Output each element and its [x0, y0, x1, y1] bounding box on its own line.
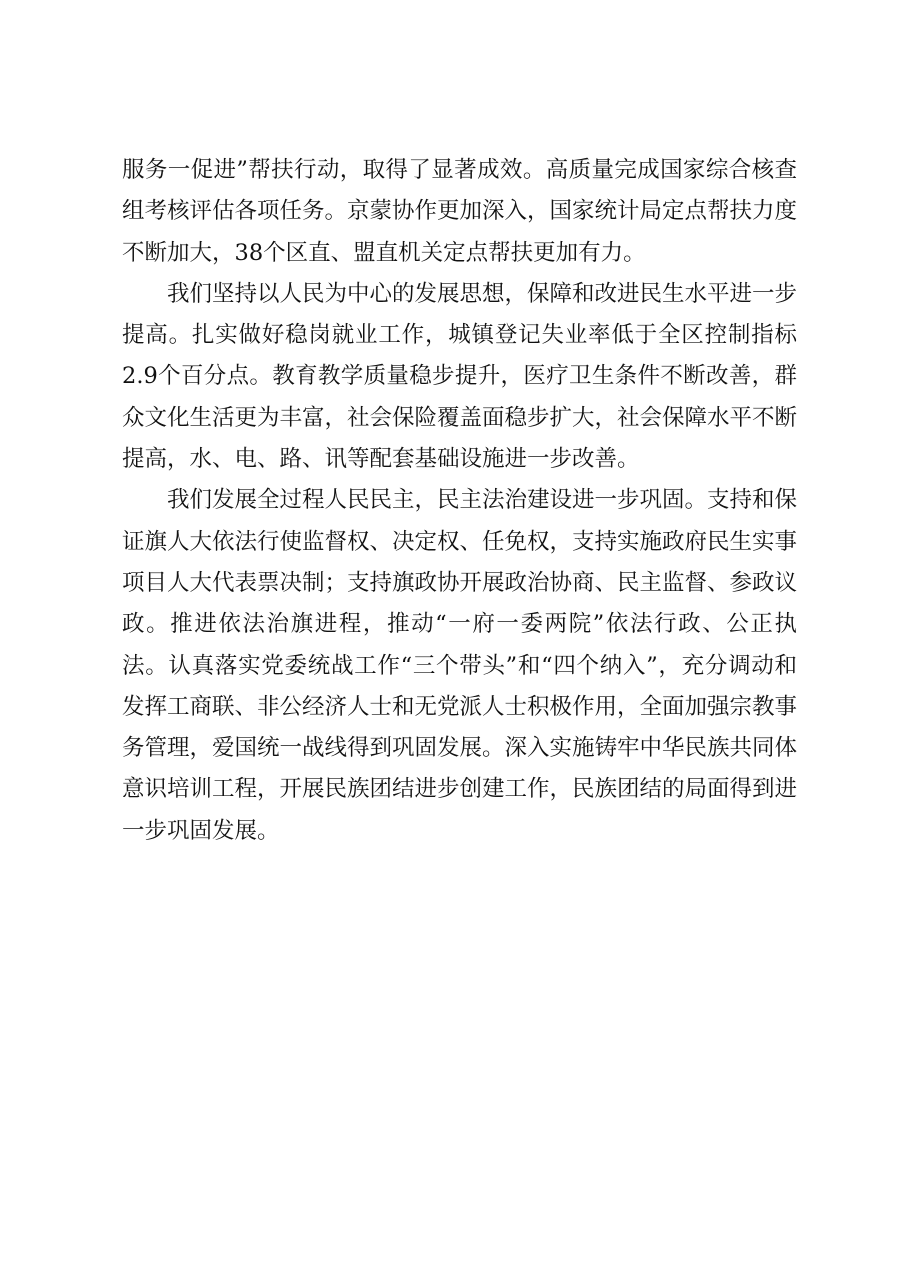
paragraph-livelihood: 我们坚持以人民为中心的发展思想，保障和改进民生水平进一步提高。扎实做好稳岗就业工作，城镇登记失业率低于全区控制指标2.9个百分点。教育教学质量稳步提升，医疗卫生条件不断改善，群众文化生活更为丰富，社会保险覆盖面稳步扩大，社会保障水平不断提高，水、电、路、讯等配套基础设施进一步改善。: [122, 280, 798, 473]
paragraph-democracy: 我们发展全过程人民民主，民主法治建设进一步巩固。支持和保证旗人大依法行使监督权、决定权、任免权，支持实施政府民生实事项目人大代表票决制；支持旗政协开展政治协商、民主监督、参政议政。推进依法治旗进程，推动“一府一委两院”依法行政、公正执法。认真落实党委统战工作“三个带头”和“四个纳入”，充分调动和发挥工商联、非公经济人士和无党派人士积极作用，全面加强宗教事务管理，爱国统一战线得到巩固发展。深入实施铸牢中华民族共同体意识培训工程，开展民族团结进步创建工作，民族团结的局面得到进一步巩固发展。: [122, 487, 798, 844]
paragraph-continuation: 服务一促进”帮扶行动，取得了显著成效。高质量完成国家综合核查组考核评估各项任务。京蒙协作更加深入，国家统计局定点帮扶力度不断加大，38个区直、盟直机关定点帮扶更加有力。: [122, 157, 798, 266]
document-body: [122, 150, 797, 852]
